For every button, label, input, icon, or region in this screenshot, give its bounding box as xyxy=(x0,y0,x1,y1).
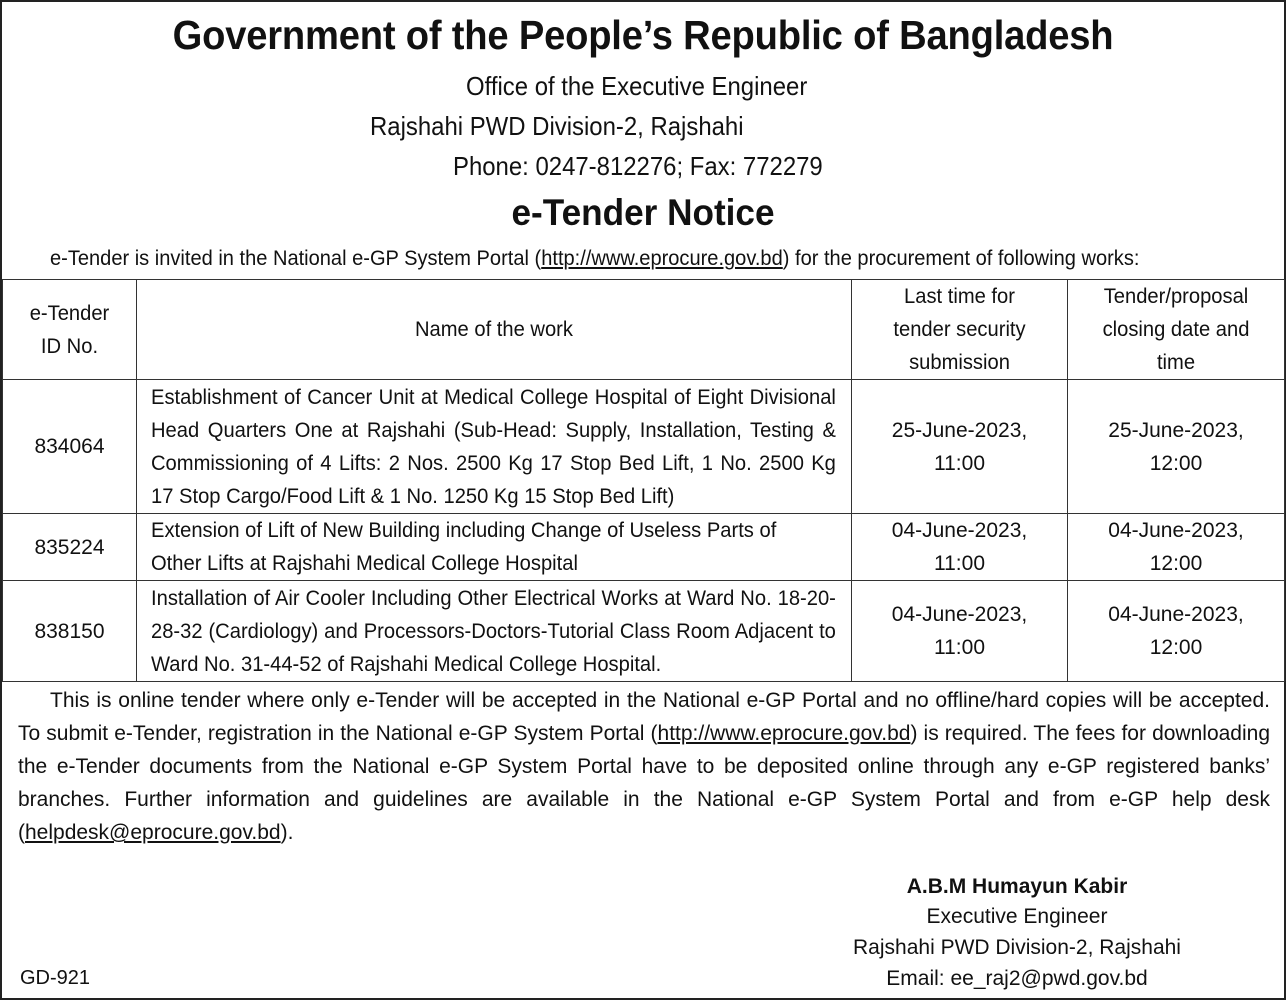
contact-line: Phone: 0247-812276; Fax: 772279 xyxy=(453,151,823,181)
footer-code: GD-921 xyxy=(20,967,91,989)
work-name: Installation of Air Cooler Including Other Electrical Works at Ward No. 18-20-28-32 (Cardiology) and Processors-Doctors-Tutorial Class Room Adjacent to Ward No. 31-44-52 of Rajshahi Medical College Hospital. xyxy=(137,581,852,682)
eprocure-link[interactable]: http://www.eprocure.gov.bd xyxy=(541,247,783,270)
instructions-part-2: ) is required. The fees for downloading the e-Tender documents from the National e-GP System Portal have to be deposited online through any e-GP registered banks’ branches. Further information and guidelines are available in the National e-GP System Portal and from e-GP help desk ( xyxy=(18,722,1271,844)
office-name: Office of the Executive Engineer xyxy=(466,71,808,101)
signatory-designation: Executive Engineer xyxy=(926,905,1108,928)
tender-table xyxy=(2,279,1285,682)
security-deadline: 04-June-2023, 11:00 xyxy=(852,514,1068,581)
division-name: Rajshahi PWD Division-2, Rajshahi xyxy=(370,111,744,141)
instructions-paragraph xyxy=(18,684,1270,849)
signatory-name: A.B.M Humayun Kabir xyxy=(906,875,1128,898)
header-id: e-Tender ID No. xyxy=(3,280,137,380)
instructions-part-1: This is online tender where only e-Tender will be accepted in the National e-GP Portal and no offline/hard copies will be accepted. To submit e-Tender, registration in the National e-GP System Portal ( xyxy=(18,689,1270,745)
security-deadline: 25-June-2023, 11:00 xyxy=(852,380,1068,514)
tender-id: 838150 xyxy=(3,581,137,682)
signatory-email: Email: ee_raj2@pwd.gov.bd xyxy=(886,967,1148,990)
notice-title: e-Tender Notice xyxy=(511,192,775,233)
signatory-division: Rajshahi PWD Division-2, Rajshahi xyxy=(853,936,1181,959)
intro-text xyxy=(50,247,1139,271)
table-row xyxy=(3,581,1285,682)
header-security: Last time for tender security submission xyxy=(852,280,1068,380)
table-header-row xyxy=(3,280,1285,380)
intro-after: ) for the procurement of following works: xyxy=(782,247,1140,270)
eprocure-link[interactable]: http://www.eprocure.gov.bd xyxy=(657,722,911,745)
table-row xyxy=(3,514,1285,581)
tender-id: 835224 xyxy=(3,514,137,581)
government-title: Government of the People’s Republic of Bangladesh xyxy=(172,12,1114,58)
table-row xyxy=(3,380,1285,514)
work-name: Extension of Lift of New Building including Change of Useless Parts of Other Lifts at Rajshahi Medical College Hospital xyxy=(137,514,852,581)
closing-deadline: 04-June-2023, 12:00 xyxy=(1068,581,1285,682)
closing-deadline: 25-June-2023, 12:00 xyxy=(1068,380,1285,514)
work-name: Establishment of Cancer Unit at Medical College Hospital of Eight Divisional Head Quarters One at Rajshahi (Sub-Head: Supply, Installation, Testing & Commissioning of 4 Lifts: 2 Nos. 2500 Kg 17 Stop Bed Lift, 1 No. 2500 Kg 17 Stop Cargo/Food Lift & 1 No. 1250 Kg 15 Stop Bed Lift) xyxy=(137,380,852,514)
header-closing: Tender/proposal closing date and time xyxy=(1068,280,1285,380)
helpdesk-email-link[interactable]: helpdesk@eprocure.gov.bd xyxy=(25,821,281,844)
header-work: Name of the work xyxy=(137,280,852,380)
instructions-part-3: ). xyxy=(280,821,294,844)
security-deadline: 04-June-2023, 11:00 xyxy=(852,581,1068,682)
closing-deadline: 04-June-2023, 12:00 xyxy=(1068,514,1285,581)
tender-id: 834064 xyxy=(3,380,137,514)
intro-before: e-Tender is invited in the National e-GP System Portal ( xyxy=(50,247,542,270)
